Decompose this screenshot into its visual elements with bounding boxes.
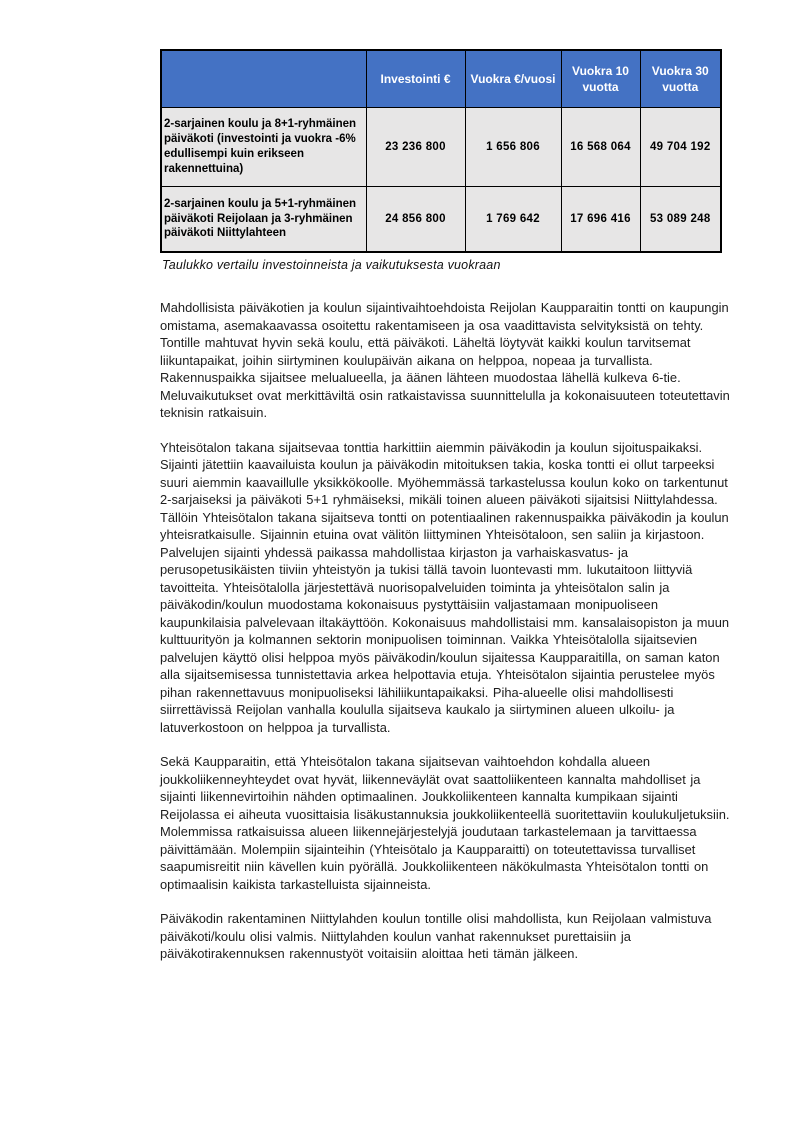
row-label: 2-sarjainen koulu ja 8+1-ryhmäinen päiväkoti (investointi ja vuokra -6% edullisempi kuin erikseen rakennettuina)	[161, 108, 366, 187]
page-content	[160, 49, 738, 980]
table-caption: Taulukko vertailu investoinneista ja vaikutuksesta vuokraan	[162, 258, 501, 272]
paragraph-liikenne: Sekä Kaupparaitin, että Yhteisötalon takana sijaitsevan vaihtoehdon kohdalla alueen joukkoliikenneyhteydet ovat hyvät, liikenneväylät ovat saattoliikenteen kannalta mahdolliset ja sijainti liikennevirtoihin nähden optimaalinen. Joukkoliikenteen kannalta kumpikaan sijainti Reijolassa ei aiheuta vuosittaisia lisäkustannuksia joukkoliikenteellä suoritettaviin koulukuljetuksiin. Molemmissa ratkaisuissa alueen liikennejärjestelyjä joudutaan tarkastelemaan ja tarvittaessa päivittämään. Molempiin sijainteihin (Yhteisötalo ja Kaupparaitti) on toteutettavissa turvalliset saapumisreitit niin kävellen kuin pyörällä. Joukkoliikenteen näkökulmasta Yhteisötalon tontti on optimaalisin kaikista tarkastelluista sijainneista.	[160, 754, 730, 892]
cell-vuokra-10: 16 568 064	[561, 108, 640, 187]
cell-vuokra-30: 53 089 248	[640, 187, 721, 253]
table-row	[161, 187, 721, 253]
investment-comparison-table	[160, 49, 722, 253]
table-header-vuokra-10: Vuokra 10 vuotta	[561, 50, 640, 108]
row-label: 2-sarjainen koulu ja 5+1-ryhmäinen päiväkoti Reijolaan ja 3-ryhmäinen päiväkoti Niittylahteen	[161, 187, 366, 253]
cell-investointi: 23 236 800	[366, 108, 465, 187]
table-header-investointi: Investointi €	[366, 50, 465, 108]
table-header-row	[161, 50, 721, 108]
cell-vuokra-vuosi: 1 769 642	[465, 187, 561, 253]
paragraph-yhteisotalo: Yhteisötalon takana sijaitsevaa tonttia harkittiin aiemmin päiväkodin ja koulun sijoituspaikaksi. Sijainti jätettiin kaavailuista koulun ja päiväkodin mitoituksen takia, koska tontti ei ollut tarpeeksi suuri aiemmin kaavaillulle yksikkökoolle. Myöhemmässä tarkastelussa koulun koko on tarkentunut 2-sarjaiseksi ja päiväkoti 5+1 ryhmäiseksi, mikäli toinen alueen päiväkoti sijaitsisi Niittylahdessa. Tällöin Yhteisötalon takana sijaitseva tontti on potentiaalinen rakennuspaikka päiväkodin ja koulun yhteisratkaisulle. Sijainnin etuina ovat välitön liittyminen Yhteisötaloon, sen saliin ja kirjastoon. Palvelujen sijainti yhdessä paikassa mahdollistaa kirjaston ja varhaiskasvatus- ja perusopetusikäisten tiiviin yhteistyön ja tukisi tällä tavoin luontevasti mm. lukutaitoon liittyviä tavoitteita. Yhteisötalolla järjestettävä nuorisopalveluiden toiminta ja yhteisötalon salin ja päiväkodin/koulun muodostama kokonaisuus pystyttäisiin valjastamaan monipuoliseen kaupunkilaisia palvelevaan iltakäyttöön. Kokonaisuus mahdollistaisi mm. kansalaisopiston ja muun kulttuurityön ja kolmannen sektorin monipuolisen toiminnan. Vaikka Yhteisötalolla sijaitsevien palvelujen käyttö olisi helppoa myös päiväkodin/koulun sijaitessa Kaupparaitilla, on saman katon alla sijaitsemisessa tunnistettavia arkea helpottavia etuja. Yhteisötalon sijaintia perustelee myös pihan rakennettavuus monipuoliseksi lähiliikuntapaikaksi. Piha-alueelle olisi mahdollisesti siirrettävissä Reijolan vanhalla koululla sijaitseva kaukalo ja siirtyminen alueen ulkoilu- ja latuverkostoon on helppoa ja turvallista.	[160, 439, 730, 735]
table-row	[161, 108, 721, 187]
cell-investointi: 24 856 800	[366, 187, 465, 253]
paragraph-niittylahti: Päiväkodin rakentaminen Niittylahden koulun tontille olisi mahdollista, kun Reijolaan valmistuva päiväkoti/koulu olisi valmis. Niittylahden koulun vanhat rakennukset purettaisiin ja päiväkotirakennuksen rakennustyöt voitaisiin aloittaa heti tämän jälkeen.	[160, 911, 712, 961]
cell-vuokra-vuosi: 1 656 806	[465, 108, 561, 187]
paragraph-kaupparaitti: Mahdollisista päiväkotien ja koulun sijaintivaihtoehdoista Reijolan Kaupparaitin tontti on kaupungin omistama, asemakaavassa osoitettu rakentamiseen ja osa vaadittavista selvityksistä on tehty. Tontille mahtuvat hyvin sekä koulu, että päiväkoti. Läheltä löytyvät kaikki koulun tarvitsemat liikuntapaikat, joihin siirtyminen koulupäivän aikana on helppoa, nopeaa ja turvallista. Rakennuspaikka sijaitsee melualueella, ja äänen lähteen muodostaa lähellä kulkeva 6-tie. Meluvaikutukset ovat merkittäviltä osin ratkaistavissa suunnittelulla ja kokonaisuuteen toteutettavin teknisin ratkaisuin.	[160, 300, 730, 420]
cell-vuokra-10: 17 696 416	[561, 187, 640, 253]
table-header-vuokra-vuosi: Vuokra €/vuosi	[465, 50, 561, 108]
table-header-vuokra-30: Vuokra 30 vuotta	[640, 50, 721, 108]
table-header-empty	[161, 50, 366, 108]
cell-vuokra-30: 49 704 192	[640, 108, 721, 187]
